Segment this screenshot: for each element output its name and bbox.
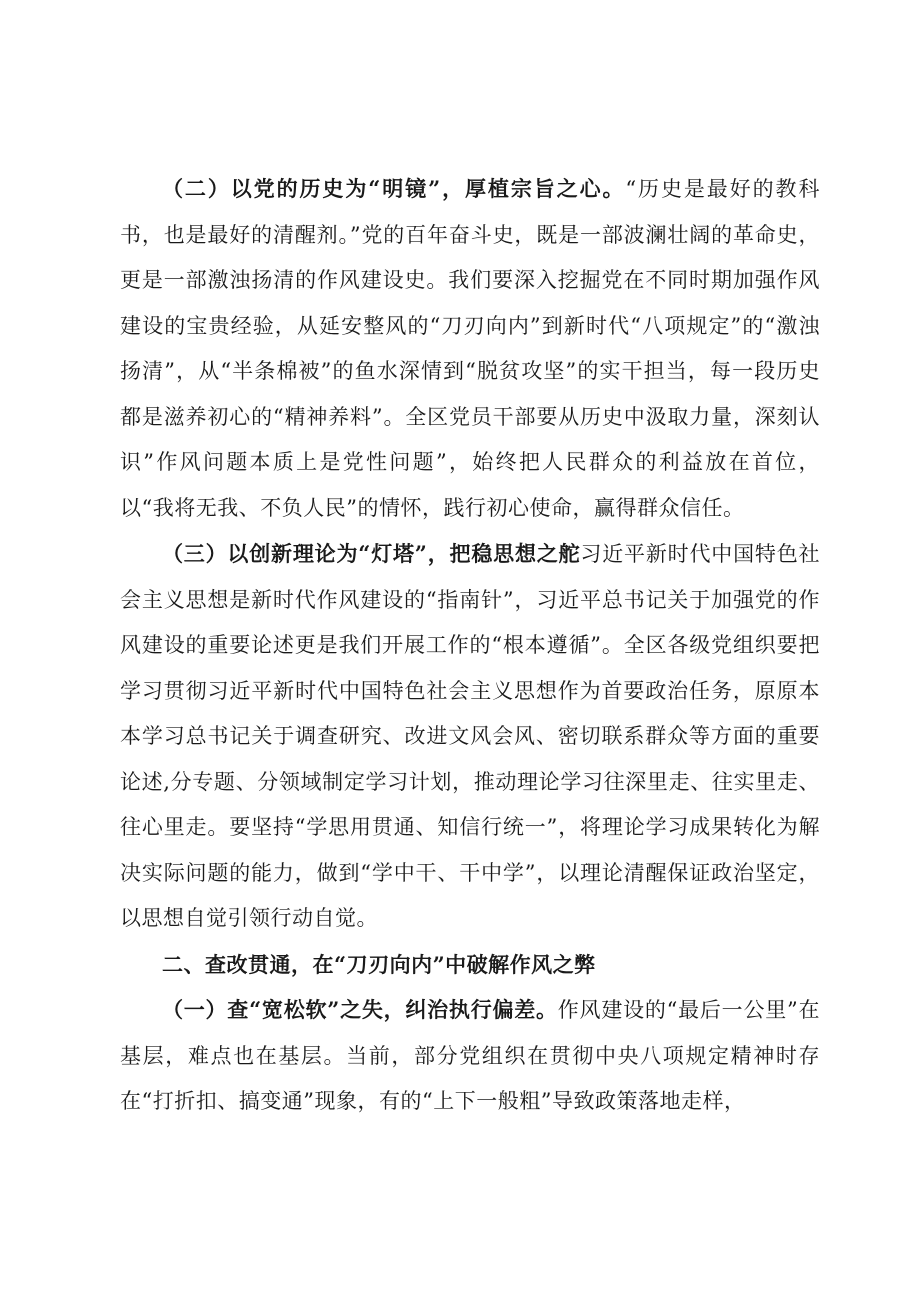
paragraph-check-laxity: [120, 987, 820, 1125]
paragraph-lead: （二）以党的历史为“明镜”，厚植宗旨之心。: [162, 176, 626, 201]
paragraph-text: 习近平新时代中国特色社会主义思想是新时代作风建设的“指南针”，习近平总书记关于加强党的作风建设的重要论述更是我们开展工作的“根本遵循”。全区各级党组织要把学习贯彻习近平新时代中国特色社会主义思想作为首要政治任务，原原本本学习总书记关于调查研究、改进文风会风、密切联系群众等方面的重要论述,分专题、分领域制定学习计划，推动理论学习往深里走、往实里走、往心里走。要坚持“学思用贯通、知信行统一”，将理论学习成果转化为解决实际问题的能力，做到“学中干、干中学”，以理论清醒保证政治坚定，以思想自觉引领行动自觉。: [120, 542, 820, 930]
section-heading: 二、查改贯通，在“刀刃向内”中破解作风之弊: [162, 951, 596, 977]
paragraph-history-mirror: [120, 166, 820, 531]
paragraph-lead: （一）查“宽松软”之失，纠治执行偏差。: [162, 997, 558, 1022]
paragraph-text: “历史是最好的教科书，也是最好的清醒剂。”党的百年奋斗史，既是一部波澜壮阔的革命史，更是一部激浊扬清的作风建设史。我们要深入挖掘党在不同时期加强作风建设的宝贵经验，从延安整风的“刀刃向内”到新时代“八项规定”的“激浊扬清”，从“半条棉被”的鱼水深情到“脱贫攻坚”的实干担当，每一段历史都是滋养初心的“精神养料”。全区党员干部要从历史中汲取力量，深刻认识”作风问题本质上是党性问题”，始终把人民群众的利益放在首位，以“我将无我、不负人民”的情怀，践行初心使命，赢得群众信任。: [120, 177, 820, 520]
paragraph-innovation-theory: [120, 531, 820, 942]
paragraph-text: 作风建设的“最后一公里”在基层，难点也在基层。当前，部分党组织在贯彻中央八项规定精神时存在“打折扣、搞变通”现象，有的“上下一般粗”导致政策落地走样，: [120, 998, 820, 1113]
document-body: [120, 166, 820, 1125]
paragraph-lead: （三）以创新理论为“灯塔”，把稳思想之舵: [162, 541, 581, 566]
